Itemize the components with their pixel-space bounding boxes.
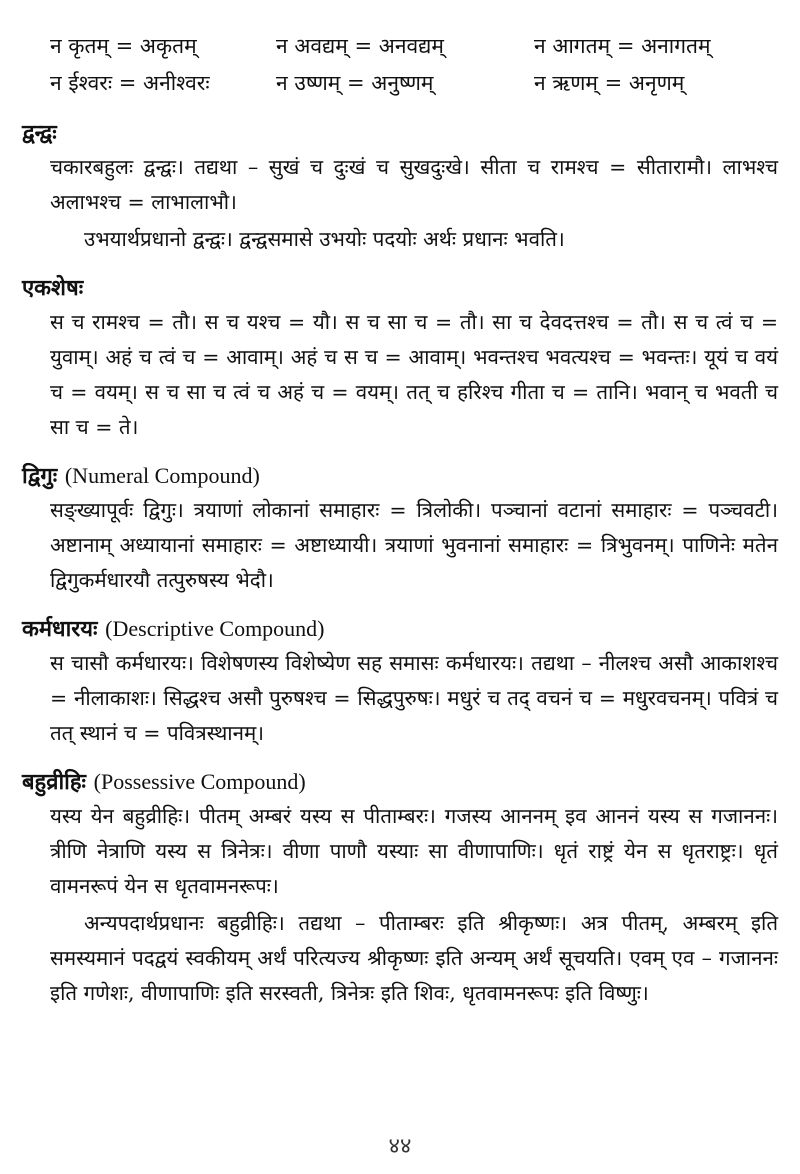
- equation-row: [22, 65, 778, 102]
- english-gloss: (Descriptive Compound): [105, 616, 325, 641]
- equation: न ईश्वरः = अनीश्वरः: [50, 71, 210, 95]
- paragraph: उभयार्थप्रधानो द्वन्द्वः। द्वन्द्वसमासे उभयोः पदयोः अर्थः प्रधानः भवति।: [84, 227, 565, 251]
- negation-examples: [22, 28, 778, 102]
- equation: न उष्णम् = अनुष्णम्: [276, 71, 434, 95]
- page-number: ४४: [388, 1134, 412, 1159]
- equation: न ऋणम् = अनृणम्: [534, 71, 685, 95]
- section-heading: बहुव्रीहिः (Possessive Compound): [22, 769, 306, 795]
- paragraph: चकारबहुलः द्वन्द्वः। तद्यथा – सुखं च दुःखं च सुखदुःखे। सीता च रामश्च = सीतारामौ। लाभश्च अलाभश्च = लाभालाभौ।: [50, 155, 778, 214]
- section-dvandva: [22, 116, 778, 257]
- equation-row: [22, 28, 778, 65]
- section-dvigu: [22, 459, 778, 598]
- paragraph: सङ्ख्यापूर्वः द्विगुः। त्रयाणां लोकानां समाहारः = त्रिलोकी। पञ्चानां वटानां समाहारः = पञ्चवटी। अष्टानाम् अध्यायानां समाहारः = अष्टाध्यायी। त्रयाणां भुवनानां समाहारः = त्रिभुवनम्। पाणिनेः मतेन द्विगुकर्मधारयौ तत्पुरुषस्य भेदौ।: [50, 498, 778, 592]
- paragraph: अन्यपदार्थप्रधानः बहुव्रीहिः। तद्यथा – पीताम्बरः इति श्रीकृष्णः। अत्र पीतम्, अम्बरम् इति समस्यमानं पदद्वयं स्वकीयम् अर्थं परित्यज्य श्रीकृष्णः इति अन्यम् अर्थं सूचयति। एवम् एव – गजाननः इति गणेशः, वीणापाणिः इति सरस्वती, त्रिनेत्रः इति शिवः, धृतवामनरूपः इति विष्णुः।: [50, 911, 778, 1005]
- section-ekashesha: [22, 271, 778, 445]
- paragraph: स चासौ कर्मधारयः। विशेषणस्य विशेष्येण सह समासः कर्मधारयः। तद्यथा – नीलश्च असौ आकाशश्च = नीलाकाशः। सिद्धश्च असौ पुरुषश्च = सिद्धपुरुषः। मधुरं च तद् वचनं च = मधुरवचनम्। पवित्रं च तत् स्थानं च = पवित्रस्थानम्।: [50, 651, 778, 745]
- equation: न कृतम् = अकृतम्: [50, 34, 197, 58]
- english-gloss: (Possessive Compound): [93, 769, 306, 794]
- section-heading: द्विगुः (Numeral Compound): [22, 463, 260, 489]
- english-gloss: (Numeral Compound): [64, 463, 260, 488]
- paragraph: यस्य येन बहुव्रीहिः। पीतम् अम्बरं यस्य स पीताम्बरः। गजस्य आननम् इव आननं यस्य स गजाननः। त्रीणि नेत्राणि यस्य स त्रिनेत्रः। वीणा पाणौ यस्याः सा वीणापाणिः। धृतं राष्ट्रं येन स धृतराष्ट्रः। धृतं वामनरूपं येन स धृतवामनरूपः।: [50, 804, 778, 898]
- section-heading: द्वन्द्वः: [22, 120, 57, 146]
- section-heading: कर्मधारयः (Descriptive Compound): [22, 616, 325, 642]
- equation: न आगतम् = अनागतम्: [534, 34, 711, 58]
- section-bahuvrihi: [22, 765, 778, 1011]
- equation: न अवद्यम् = अनवद्यम्: [276, 34, 444, 58]
- section-karmadharaya: [22, 612, 778, 751]
- paragraph: स च रामश्च = तौ। स च यश्च = यौ। स च सा च = तौ। सा च देवदत्तश्च = तौ। स च त्वं च = युवाम्। अहं च त्वं च = आवाम्। अहं च स च = आवाम्। भवन्तश्च भवत्यश्च = भवन्तः। यूयं च वयं च = वयम्। स च सा च त्वं च अहं च = वयम्। तत् च हरिश्च गीता च = तानि। भवान् च भवती च सा च = ते।: [50, 310, 778, 439]
- section-heading: एकशेषः: [22, 275, 84, 301]
